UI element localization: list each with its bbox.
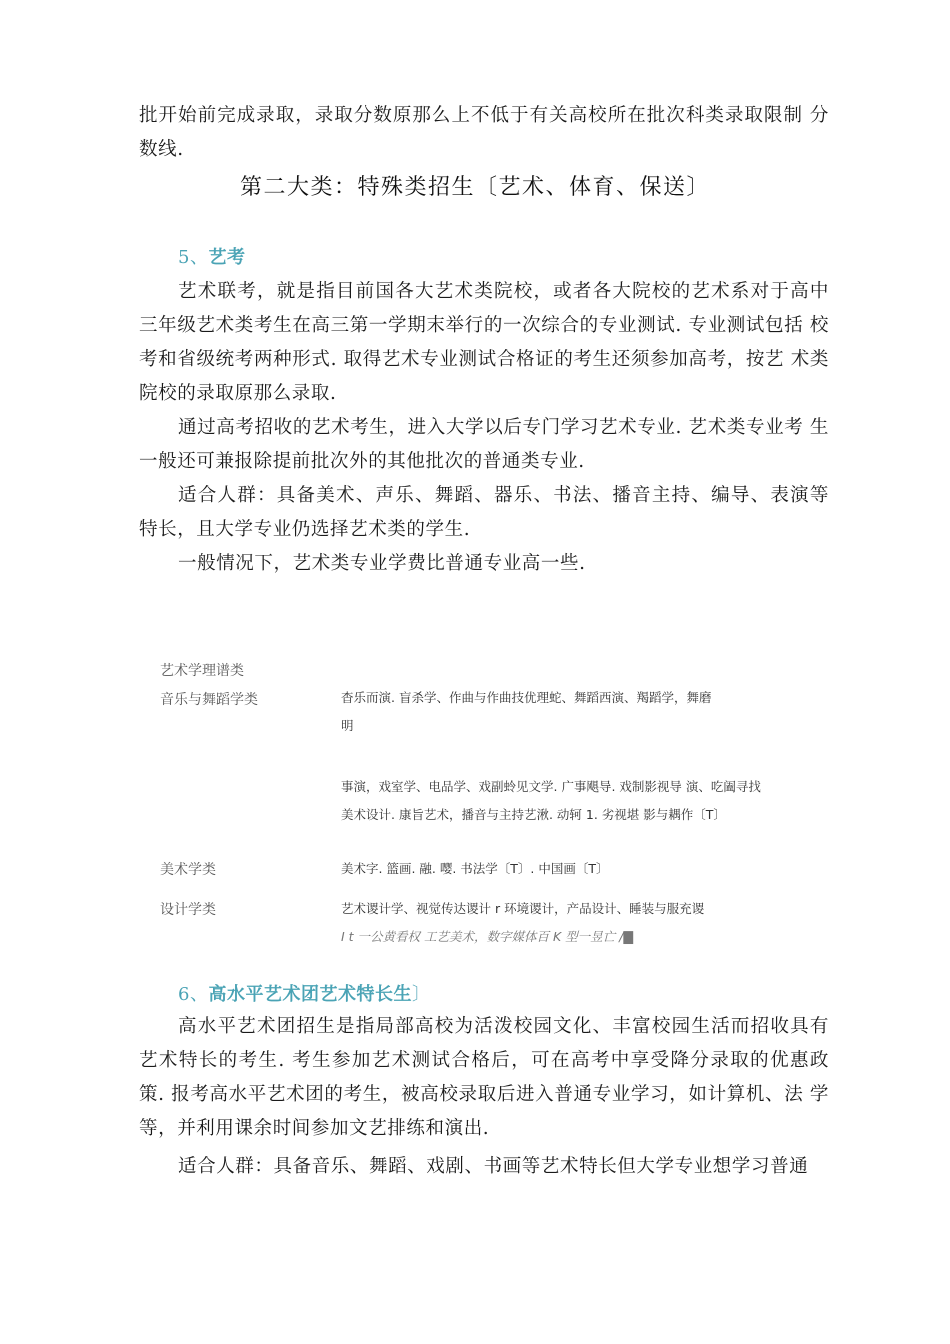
table-row-category: 美术学类 <box>160 862 216 878</box>
table-cell-line: 艺术谡计学、视觉传达谡计 r 环境谡计，产品设计、睡装与服充谡 <box>341 901 705 916</box>
subsection-title-tail: 〕 <box>411 984 431 1005</box>
table-row-category: 音乐与舞蹈学类 <box>160 692 258 708</box>
subsection-number: 5、 <box>178 247 209 268</box>
paragraph-art-troupe-audience: 适合人群：具备音乐、舞蹈、戏剧、书画等艺术特长但大学专业想学习普通 <box>178 1156 809 1177</box>
table-cell-line: 杳乐而演. 盲杀学、作曲与作曲技优理蛇、舞蹈西演、羯蹈学，舞磨 <box>341 690 712 705</box>
paragraph-art-exam-fees: 一般情况下，艺术类专业学费比普通专业高一些. <box>178 553 586 574</box>
section-heading: 第二大类：特殊类招生〔艺术、体育、保送〕 <box>239 175 710 200</box>
subsection-heading-art-exam <box>178 243 245 269</box>
subsection-number: 6、 <box>178 984 209 1005</box>
paragraph-art-troupe-definition: 高水平艺术团招生是指局部高校为活泼校园文化、丰富校园生活而招收具有 艺术特长的考生. 考生参加艺术测试合格后，可在高考中享受降分录取的优惠政 策. 报考高水平艺术团的考生，被高校录取后进入普通专业学习，如计算机、法 学等，并利用课余时间参加文艺排练和演出. <box>139 1016 829 1139</box>
table-header: 艺术学理谱类 <box>160 663 244 679</box>
subsection-title: 艺考 <box>208 247 246 268</box>
table-row-majors <box>341 855 781 883</box>
table-cell-line: 美术字. 篮画. 融. 嘤. 书法学〔T〕. 中国画〔T〕 <box>341 861 609 876</box>
subsection-heading-art-troupe <box>178 980 430 1006</box>
table-row-category: 设计学类 <box>160 902 216 918</box>
table-row-majors <box>341 895 781 951</box>
table-row-majors <box>341 684 781 740</box>
table-cell-line: 事演，戏室学、电品学、戏副蛉见文学. 广事飓导. 戏制影视导 演、吃阖寻找 <box>341 779 761 794</box>
table-row-majors <box>341 773 781 829</box>
table-cell-line: 美术设计. 康旨艺术，播音与主持艺湫. 动轲 1. 劣视堪 影与耦作〔T〕 <box>341 807 726 822</box>
subsection-title: 高水平艺术团艺术特长生 <box>208 984 412 1005</box>
paragraph-art-exam-definition: 艺术联考，就是指目前国各大艺术类院校，或者各大院校的艺术系对于高中 三年级艺术类考生在高三第一学期末举行的一次综合的专业测试. 专业测试包括 校考和省级统考两种形式. 取得艺术专业测试合格证的考生还须参加高考，按艺 术类院校的录取原那么录取. <box>139 281 829 404</box>
paragraph-intro: 批开始前完成录取，录取分数原那么上不低于有关高校所在批次科类录取限制 分数线. <box>139 105 829 160</box>
paragraph-art-exam-audience: 适合人群：具备美术、声乐、舞蹈、器乐、书法、播音主持、编导、表演等 特长，且大学专业仍选择艺术类的学生. <box>139 485 829 540</box>
table-cell-line: I t 一公黄看权 工艺美术，数字媒体百 K 型一昱亡 /▇ <box>341 929 633 944</box>
table-cell-line: 明 <box>341 718 354 733</box>
paragraph-art-exam-admission: 通过高考招收的艺术考生，进入大学以后专门学习艺术专业. 艺术类专业考 生一般还可兼报除提前批次外的其他批次的普通类专业. <box>139 417 829 472</box>
